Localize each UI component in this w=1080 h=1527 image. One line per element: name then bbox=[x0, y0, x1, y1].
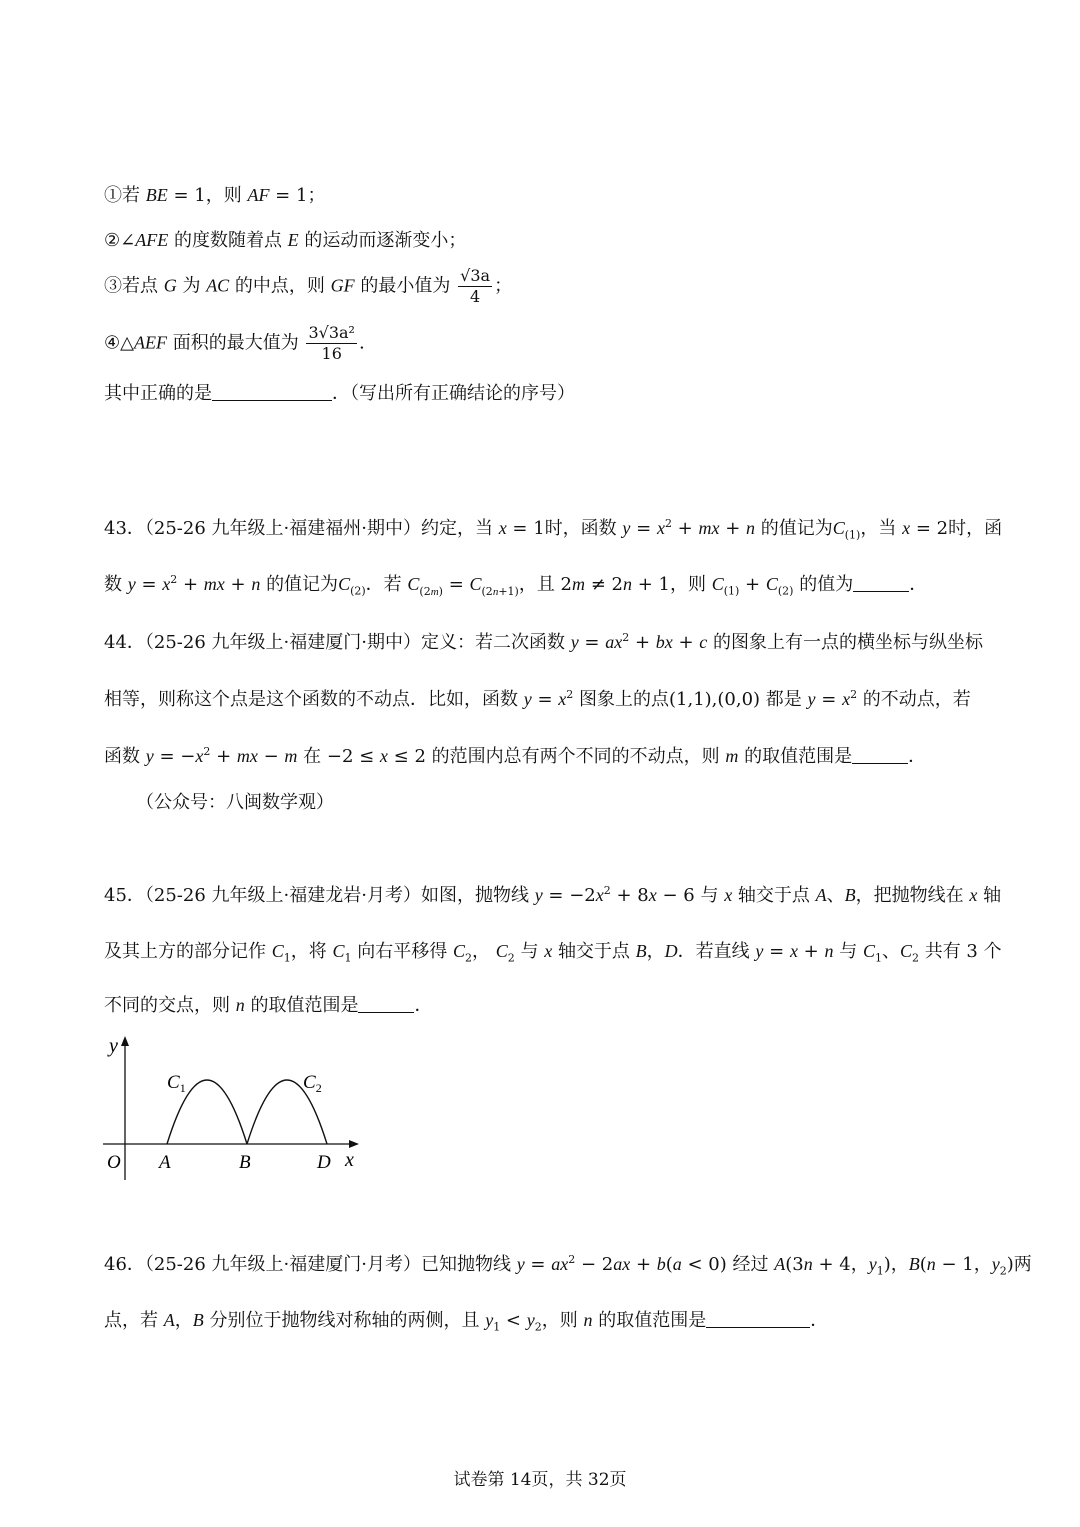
q45-line-1: 45．（25-26 九年级上·福建龙岩·月考）如图，抛物线 $y = -2x^2 + 8x - 6$ 与 x 轴交于点 A、B，把抛物线在 x 轴 bbox=[104, 884, 1002, 906]
answer-blank[interactable] bbox=[706, 1311, 810, 1328]
q43-line-1: 43．（25-26 九年级上·福建福州·期中）约定，当 x = 1时，函数 $y = x^2$ + mx + n 的值记为$C_{(1)}$，当 x = 2时，函 bbox=[104, 517, 1003, 542]
answer-blank[interactable] bbox=[852, 747, 908, 764]
q46-line-2: 点，若 A，B 分别位于抛物线对称轴的两侧，且 $y_1 < y_2$，则 n 的取值范围是 ． bbox=[104, 1310, 829, 1334]
q44-note: （公众号：八闽数学观） bbox=[136, 792, 334, 813]
y-axis-arrow bbox=[121, 1036, 129, 1046]
answer-blank[interactable] bbox=[212, 384, 332, 401]
q42-statement-1: ①若 BE = 1，则 AF = 1； bbox=[104, 185, 326, 206]
answer-blank[interactable] bbox=[358, 996, 414, 1013]
q43-line-2: 数 $y = x^2$ + mx + n 的值记为$C_{(2)}$．若 $C_{(2m)} = C_{(2n+1)}$，且 2m ≠ 2n + 1，则 $C_{(1)} + C_{(2)}$ 的值为 ． bbox=[104, 573, 928, 598]
x-axis-arrow bbox=[349, 1140, 359, 1148]
q46-line-1: 46．（25-26 九年级上·福建厦门·月考）已知抛物线 $y = ax^2 - 2ax + b(a < 0)$ 经过 A(3n + 4，$y_1$)，B(n − 1，$y_2$)两 bbox=[104, 1253, 1032, 1278]
q45-line-3: 不同的交点，则 n 的取值范围是 ． bbox=[104, 995, 433, 1016]
curve-c1-label: $C_1$ bbox=[167, 1072, 186, 1095]
answer-blank[interactable] bbox=[853, 575, 909, 592]
q42-statement-4: ④△AEF 面积的最大值为 $\frac{\text{3√3a²}}{16}$ . bbox=[104, 323, 365, 363]
origin-label: O bbox=[107, 1152, 121, 1173]
point-b-label: B bbox=[239, 1152, 251, 1173]
q45-figure bbox=[95, 1030, 375, 1190]
fraction-max-area: $\frac{\text{3√3a²}}{16}$ bbox=[308, 323, 355, 363]
x-label: x bbox=[345, 1149, 354, 1171]
q42-answer-line: 其中正确的是 ．（写出所有正确结论的序号） bbox=[104, 383, 575, 404]
fraction-sqrt3a-over-4: $\frac{√3a}{4}$ bbox=[460, 266, 491, 306]
q44-line-3: 函数 $y = -x^2$ + mx − m 在 −2 ≤ x ≤ 2 的范围内总有两个不同的不动点，则 m 的取值范围是 ． bbox=[104, 745, 927, 767]
page-footer: 试卷第 14页，共 32页 bbox=[453, 1470, 627, 1490]
point-d-label: D bbox=[317, 1152, 331, 1173]
y-label: y bbox=[109, 1035, 118, 1057]
q45-line-2: 及其上方的部分记作 $C_1$，将 $C_1$ 向右平移得 $C_2$， $C_2$ 与 x 轴交于点 B，D．若直线 y = x + n 与 $C_1$、$C_2$ 共有 3 个 bbox=[104, 941, 1002, 965]
curve-c2-label: $C_2$ bbox=[303, 1072, 322, 1095]
point-a-label: A bbox=[159, 1152, 171, 1173]
q42-statement-3: ③若点 G 为 AC 的中点，则 GF 的最小值为 $\frac{√3a}{4}$ ； bbox=[104, 266, 513, 306]
q44-line-1: 44．（25-26 九年级上·福建厦门·期中）定义：若二次函数 $y = ax^2$ + bx + c 的图象上有一点的横坐标与纵坐标 bbox=[104, 631, 984, 653]
q44-line-2: 相等，则称这个点是这个函数的不动点．比如，函数 $y = x^2$ 图象上的点(1,1),(0,0) 都是 $y = x^2$ 的不动点，若 bbox=[104, 688, 971, 710]
q42-statement-2: ②∠AFE 的度数随着点 E 的运动而逐渐变小； bbox=[104, 230, 467, 251]
